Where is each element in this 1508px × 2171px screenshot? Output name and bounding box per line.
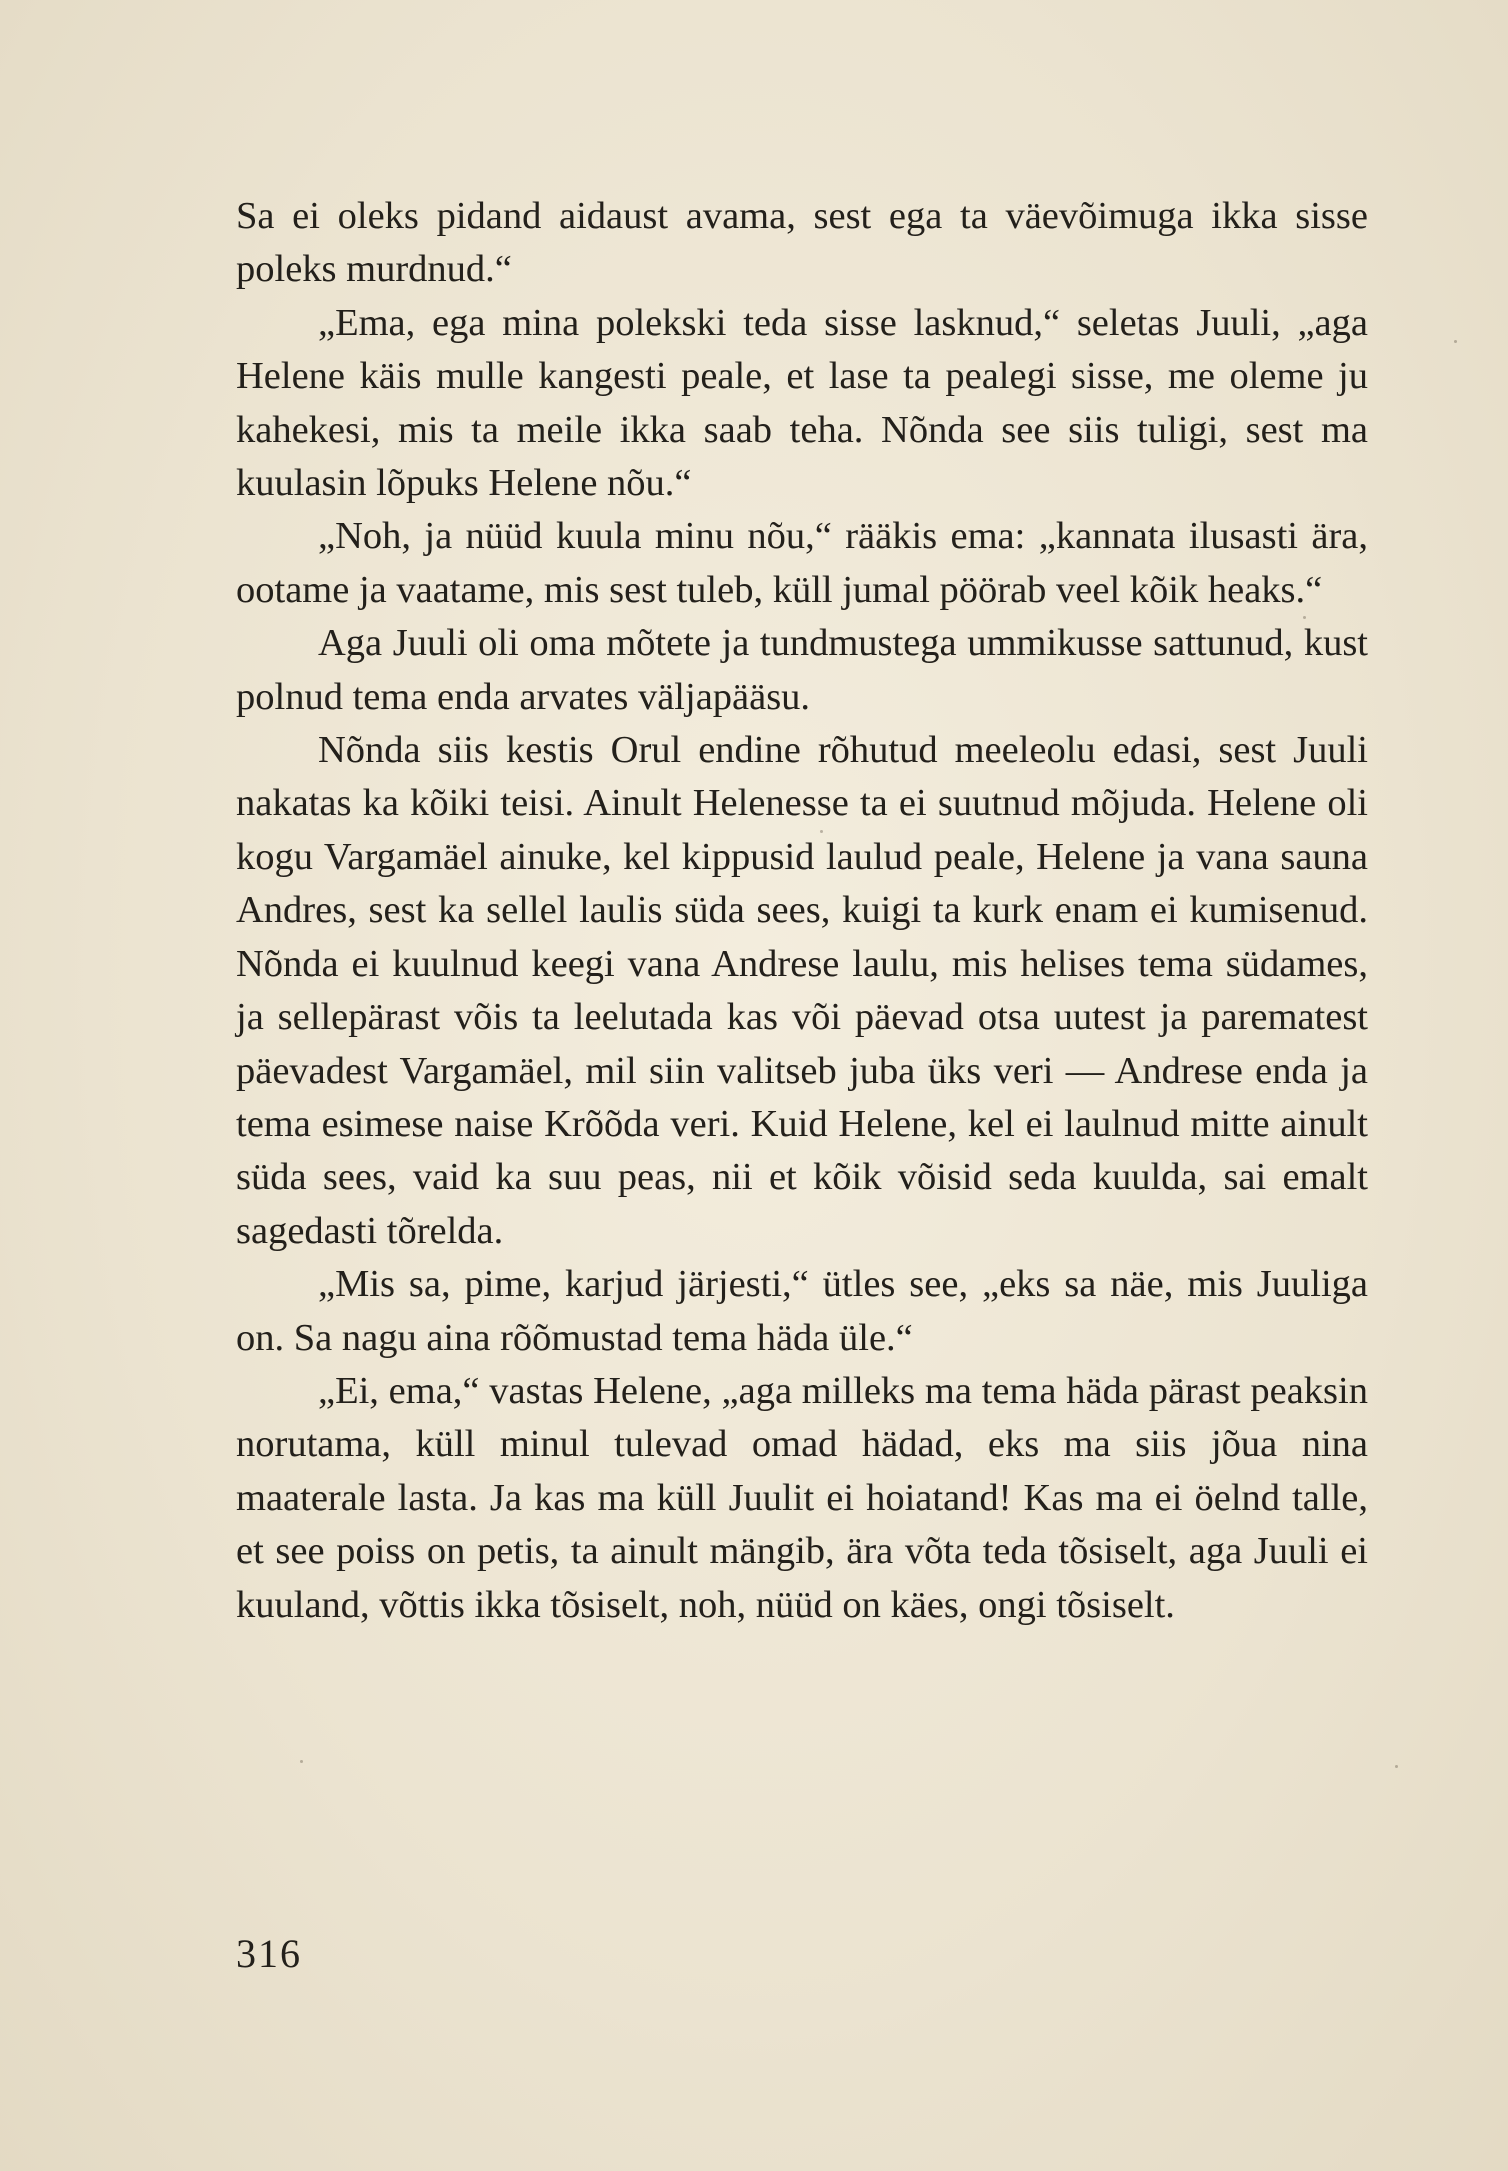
paragraph-3: „Noh, ja nüüd kuula minu nõu,“ rääkis ema: „kannata ilusasti ära, ootame ja vaatame, mis sest tuleb, küll jumal pöörab veel kõik heaks.“ <box>236 515 1368 611</box>
paragraph-6: „Mis sa, pime, karjud järjesti,“ ütles see, „eks sa näe, mis Juuliga on. Sa nagu aina rõõmustad tema häda üle.“ <box>236 1263 1368 1359</box>
paper-speck <box>1303 616 1306 619</box>
paper-speck <box>820 830 823 833</box>
paragraph-1: Sa ei oleks pidand aidaust avama, sest ega ta väevõimuga ikka sisse poleks murdnud.“ <box>236 195 1368 291</box>
paper-speck <box>300 1760 303 1763</box>
paper-speck <box>1395 1765 1398 1768</box>
paragraph-7: „Ei, ema,“ vastas Helene, „aga milleks ma tema häda pärast peaksin norutama, küll minul tulevad omad hädad, eks ma siis jõua nina maaterale lasta. Ja kas ma küll Juulit ei hoiatand! Kas ma ei öelnd talle, et see poiss on petis, ta ainult mängib, ära võta teda tõsiselt, aga Juuli ei kuuland, võttis ikka tõsiselt, noh, nüüd on käes, ongi tõsiselt. <box>236 1369 1368 1626</box>
page-number: 316 <box>236 1931 302 1976</box>
paper-speck <box>1454 340 1457 343</box>
paragraph-2: „Ema, ega mina polekski teda sisse lasknud,“ seletas Juuli, „aga Helene käis mulle kangesti peale, et lase ta pealegi sisse, me oleme ju kahekesi, mis ta meile ikka saab teha. Nõnda see siis tuligi, sest ma kuulasin lõpuks Helene nõu.“ <box>236 301 1368 505</box>
paragraph-5: Nõnda siis kestis Orul endine rõhutud meeleolu edasi, sest Juuli nakatas ka kõiki teisi. Ainult Helenesse ta ei suutnud mõjuda. Helene oli kogu Vargamäel ainuke, kel kippusid laulud peale, Helene ja vana sauna Andres, sest ka sellel laulis süda sees, kuigi ta kurk enam ei kumisenud. Nõnda ei kuulnud keegi vana Andrese laulu, mis helises tema südames, ja sellepärast võis ta leelutada kas või päevad otsa uutest ja parematest päevadest Vargamäel, mil siin valitseb juba üks veri — Andrese enda ja tema esimese naise Krõõda veri. Kuid Helene, kel ei laulnud mitte ainult süda sees, vaid ka suu peas, nii et kõik võisid seda kuulda, sai emalt sagedasti tõrelda. <box>236 729 1368 1252</box>
page-body-text <box>236 190 1368 1632</box>
paragraph-4: Aga Juuli oli oma mõtete ja tundmustega ummikusse sattunud, kust polnud tema enda arvates väljapääsu. <box>236 622 1368 718</box>
